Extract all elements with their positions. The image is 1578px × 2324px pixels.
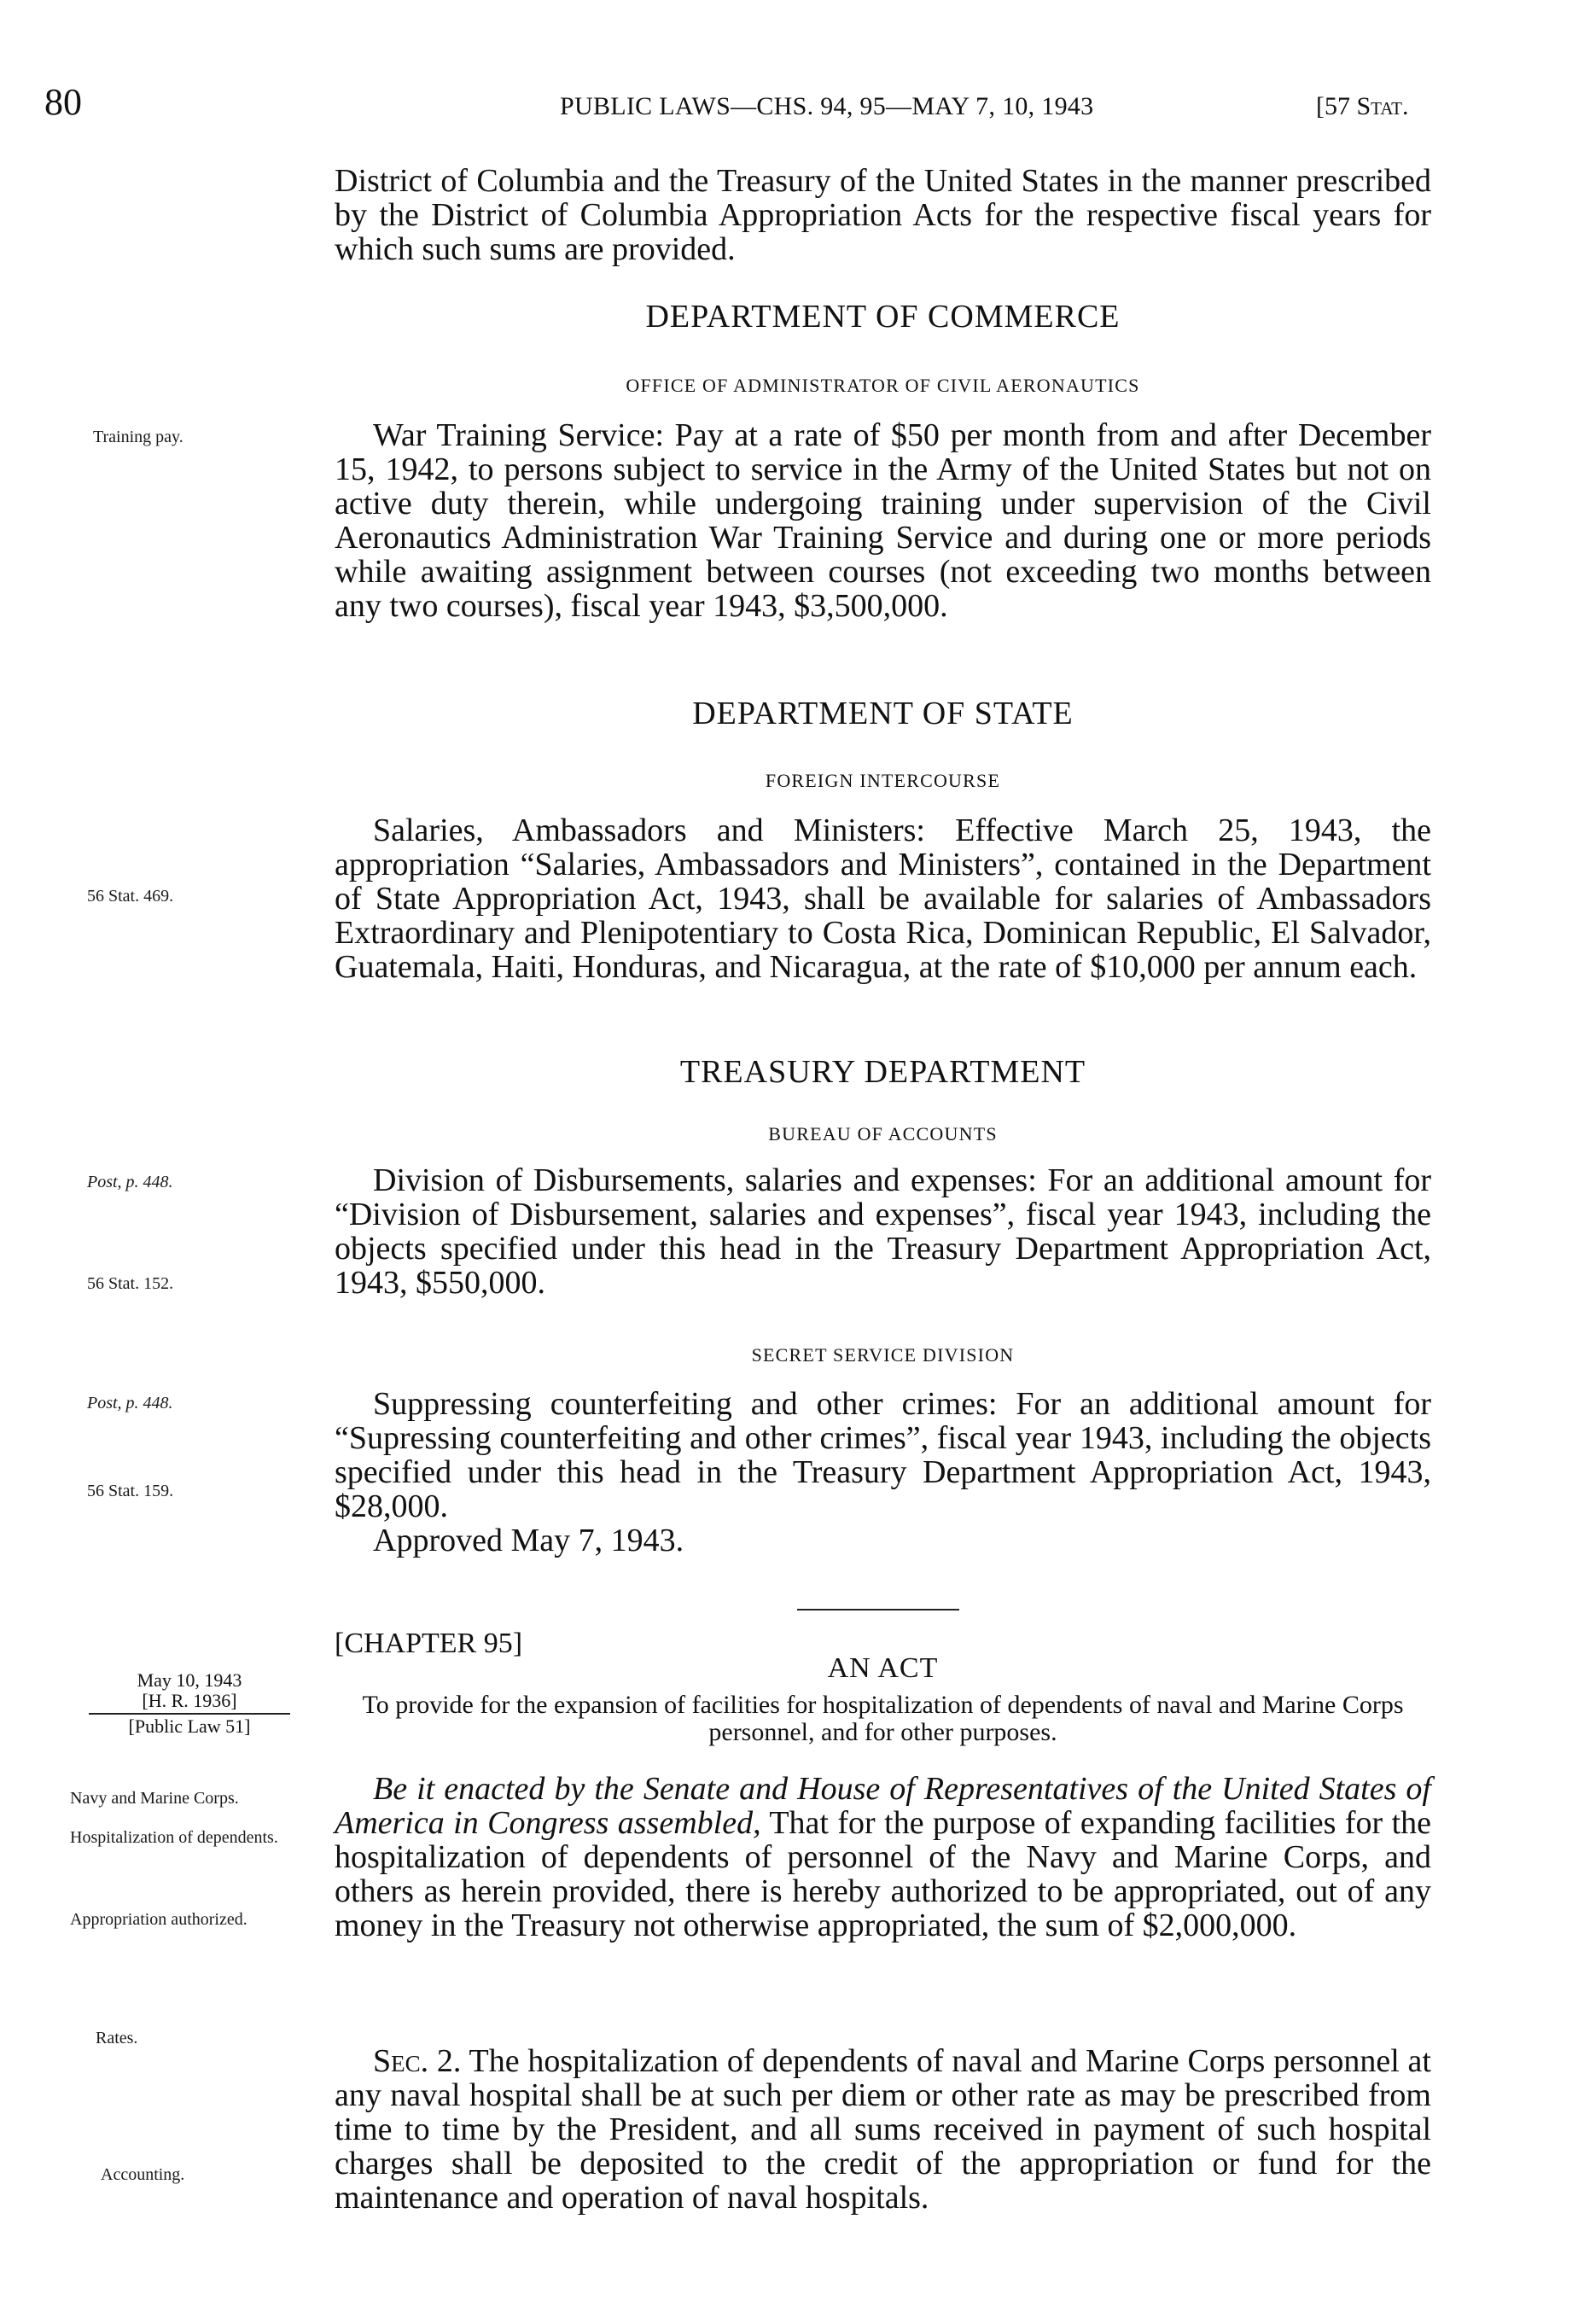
act-heading: AN ACT (827, 1652, 939, 1684)
section-1-paragraph (335, 1772, 1431, 1942)
section-1-text: That for the purpose of expanding facilities for the hospitalization of dependents of personnel of the Navy and Marine Corps, and others as herein provided, there is hereby authorized to be appropriated, out of any money in the Treasury not otherwise appropriated, the sum of $2,000,000. (335, 1805, 1431, 1943)
act-title: To provide for the expansion of facilities for hospitalization of dependents of naval and Marine Corps personnel, and for other purposes. (362, 1691, 1404, 1746)
section-2-paragraph (335, 2044, 1431, 2215)
side-bill: [H. R. 1936] (142, 1690, 237, 1711)
section-2-text: The hospitalization of dependents of naval and Marine Corps personnel at any naval hospital shall be at such per diem or other rate as may be prescribed from time to time by the President, and all sums received in payment of such hospital charges shall be deposited to the credit of the appropriation or fund for the maintenance and operation of naval hospitals. (335, 2043, 1431, 2216)
post-448-note: Post, p. 448. (87, 1173, 173, 1191)
stat-ref-word: Stat. (1356, 92, 1409, 120)
accounting-note: Accounting. (101, 2165, 185, 2184)
state-stat-note: 56 Stat. 469. (87, 887, 174, 906)
side-public-law: [Public Law 51] (128, 1715, 251, 1737)
section-2-label: Sec. 2. (373, 2043, 462, 2079)
approved-line: Approved May 7, 1943. (373, 1523, 684, 1558)
page-number: 80 (44, 81, 82, 123)
running-title: PUBLIC LAWS—CHS. 94, 95—MAY 7, 10, 1943 (560, 92, 1094, 120)
enacting-clause: Be it enacted by the Senate and House of Representatives of the United States of America in Congress assembled, (335, 1771, 1431, 1841)
rates-note: Rates. (96, 2029, 138, 2047)
side-rule (89, 1713, 290, 1715)
stat-ref-prefix: [57 (1316, 92, 1350, 120)
state-subheading: FOREIGN INTERCOURSE (765, 770, 1001, 791)
treasury-heading: TREASURY DEPARTMENT (679, 1054, 1086, 1090)
stat-159-note: 56 Stat. 159. (87, 1482, 174, 1500)
chapter-label: [CHAPTER 95] (335, 1628, 523, 1659)
stat-reference (1316, 94, 1409, 119)
navy-marine-note: Navy and Marine Corps. (70, 1789, 239, 1808)
training-pay-note: Training pay. (93, 428, 183, 446)
stat-152-note: 56 Stat. 152. (87, 1274, 174, 1293)
disbursement-paragraph: Division of Disbursements, salaries and expenses: For an additional amount for “Division of Disbursement, salaries and expenses”, fiscal year 1943, including the objects specified under this head in the Treasury Department Appropriation Act, 1943, $550,000. (335, 1162, 1431, 1301)
hospitalization-note: Hospitalization of dependents. (70, 1828, 278, 1847)
continuation-paragraph: District of Columbia and the Treasury of the United States in the manner prescribed by the District of Columbia Appropriation Acts for the respective fiscal years for which such sums are provided. (335, 163, 1431, 267)
side-date: May 10, 1943 (137, 1669, 242, 1691)
bill-reference-block (87, 1670, 292, 1737)
appropriation-note: Appropriation authorized. (70, 1910, 247, 1929)
commerce-paragraph: War Training Service: Pay at a rate of $50 per month from and after December 15, 1942, to persons subject to service in the Army of the United States but not on active duty therein, while undergoing training under supervision of the Civil Aeronautics Administration War Training Service and during one or more periods while awaiting assignment between courses (not exceeding two months between any two courses), fiscal year 1943, $3,500,000. (335, 417, 1431, 624)
commerce-subheading: OFFICE OF ADMINISTRATOR OF CIVIL AERONAUTICS (626, 375, 1140, 396)
treasury-subheading: BUREAU OF ACCOUNTS (768, 1123, 998, 1145)
post-448-note-2: Post, p. 448. (87, 1394, 173, 1412)
commerce-heading: DEPARTMENT OF COMMERCE (645, 299, 1121, 335)
secret-service-paragraph: Suppressing counterfeiting and other crimes: For an additional amount for “Supressing counterfeiting and other crimes”, fiscal year 1943, including the objects specified under this head in the Treasury Department Appropriation Act, 1943, $28,000. (335, 1386, 1431, 1524)
state-paragraph: Salaries, Ambassadors and Ministers: Effective March 25, 1943, the appropriation “Salaries, Ambassadors and Ministers”, contained in the Department of State Appropriation Act, 1943, shall be available for salaries of Ambassadors Extraordinary and Plenipotentiary to Costa Rica, Dominican Republic, El Salvador, Guatemala, Haiti, Honduras, and Nicaragua, at the rate of $10,000 per annum each. (335, 813, 1431, 985)
act-divider-rule (797, 1609, 959, 1610)
secret-service-subheading: SECRET SERVICE DIVISION (751, 1344, 1015, 1366)
state-heading: DEPARTMENT OF STATE (692, 696, 1074, 731)
